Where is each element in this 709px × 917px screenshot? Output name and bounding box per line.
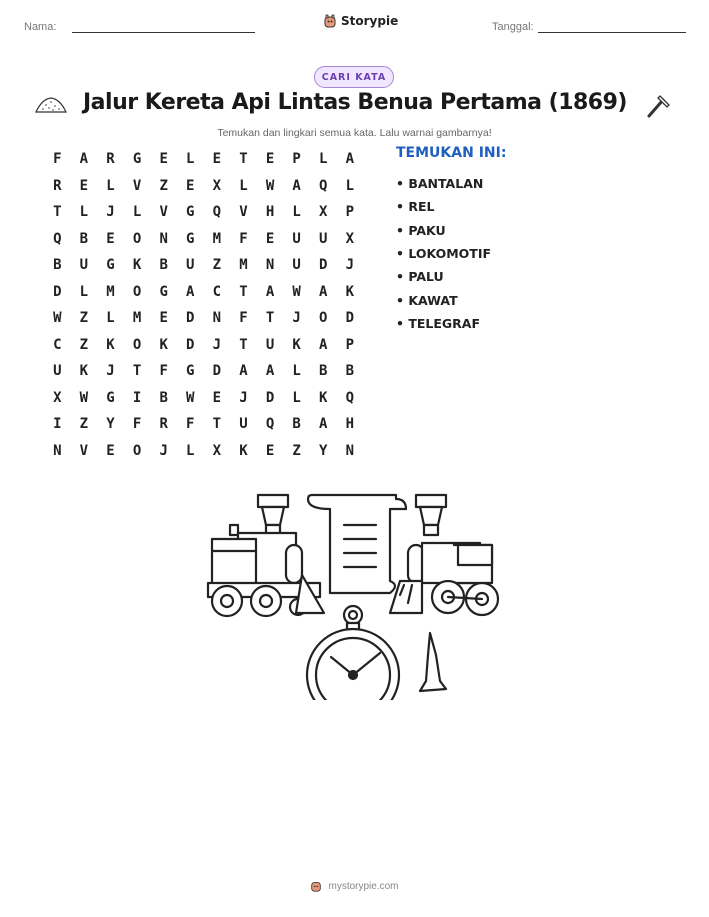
grid-letter[interactable]: E (106, 442, 115, 459)
grid-letter[interactable]: L (132, 204, 142, 221)
grid-letter[interactable]: L (239, 177, 248, 194)
grid-letter[interactable]: K (239, 442, 248, 459)
grid-letter[interactable]: D (212, 363, 222, 380)
grid-letter[interactable]: O (132, 283, 142, 300)
grid-letter[interactable]: Z (79, 416, 89, 433)
hammer-icon (645, 92, 673, 120)
grid-letter[interactable]: M (239, 257, 248, 274)
grid-letter[interactable]: I (132, 389, 142, 406)
grid-letter[interactable]: D (186, 336, 195, 353)
grid-letter[interactable]: Y (319, 442, 328, 459)
grid-letter[interactable]: K (159, 336, 168, 353)
grid-letter[interactable]: E (212, 389, 222, 406)
grid-letter[interactable]: G (186, 204, 195, 221)
grid-letter[interactable]: X (319, 204, 328, 221)
locomotive-icon (208, 495, 324, 616)
grid-letter[interactable]: E (159, 151, 168, 168)
grid-letter[interactable]: L (292, 389, 301, 406)
grid-letter[interactable]: A (319, 416, 328, 433)
grid-letter[interactable]: W (53, 310, 62, 327)
grid-letter[interactable]: T (239, 283, 248, 300)
grid-letter[interactable]: L (292, 204, 301, 221)
grid-letter[interactable]: Q (212, 204, 222, 221)
grid-letter[interactable]: T (212, 416, 222, 433)
grid-letter[interactable]: A (239, 363, 248, 380)
grid-letter[interactable]: R (106, 151, 115, 168)
grid-letter[interactable]: U (79, 257, 89, 274)
grid-letter[interactable]: L (79, 283, 89, 300)
locomotive-icon (390, 495, 498, 615)
footer (0, 880, 709, 892)
grid-letter[interactable]: X (53, 389, 62, 406)
grid-letter[interactable]: E (79, 177, 89, 194)
grid-letter[interactable]: L (186, 151, 195, 168)
grid-letter[interactable]: K (319, 389, 328, 406)
grid-letter[interactable]: E (265, 151, 275, 168)
grid-letter[interactable]: E (265, 230, 275, 247)
grid-letter[interactable]: X (212, 442, 222, 459)
grid-letter[interactable]: U (239, 416, 248, 433)
grid-letter[interactable]: F (239, 310, 248, 327)
grid-letter[interactable]: A (319, 283, 328, 300)
grid-letter[interactable]: A (292, 177, 301, 194)
grid-letter[interactable]: L (292, 363, 301, 380)
grid-letter[interactable]: L (106, 310, 115, 327)
grid-letter[interactable]: J (212, 336, 222, 353)
grid-letter[interactable]: N (265, 257, 275, 274)
grid-letter[interactable]: F (132, 416, 142, 433)
footer-url[interactable]: mystorypie.com (328, 880, 399, 892)
grid-letter[interactable]: L (106, 177, 115, 194)
grid-letter[interactable]: B (79, 230, 89, 247)
grid-letter[interactable]: G (132, 151, 142, 168)
grid-letter[interactable]: V (159, 204, 168, 221)
grid-letter[interactable]: J (106, 204, 115, 221)
grid-letter[interactable]: B (53, 257, 62, 274)
grid-letter[interactable]: X (212, 177, 222, 194)
grid-letter[interactable]: W (292, 283, 301, 300)
name-line[interactable] (72, 32, 255, 33)
storypie-mascot-icon (310, 880, 322, 892)
word-list-item: • BANTALAN (396, 176, 484, 192)
grid-letter[interactable]: Z (159, 177, 168, 194)
grid-letter[interactable]: D (53, 283, 62, 300)
brand-logo (323, 14, 398, 28)
name-label: Nama: (24, 21, 57, 33)
grid-letter[interactable]: G (159, 283, 168, 300)
coloring-illustration (200, 485, 510, 700)
grid-letter[interactable]: P (345, 336, 355, 353)
word-list-item: • TELEGRAF (396, 315, 481, 331)
grid-letter[interactable]: H (345, 416, 355, 433)
grid-letter[interactable]: Z (212, 257, 222, 274)
grid-letter[interactable]: A (345, 151, 355, 168)
word-list-item: • PAKU (396, 222, 446, 238)
grid-letter[interactable]: T (239, 151, 248, 168)
grid-letter[interactable]: V (239, 204, 248, 221)
grid-letter[interactable]: O (132, 230, 142, 247)
grid-letter[interactable]: F (239, 230, 248, 247)
grid-letter[interactable]: F (53, 151, 62, 168)
grid-letter[interactable]: T (265, 310, 275, 327)
word-list-title: TEMUKAN INI: (396, 145, 507, 161)
grid-letter[interactable]: J (159, 442, 168, 459)
grid-letter[interactable]: M (132, 310, 142, 327)
grid-letter[interactable]: D (345, 310, 355, 327)
grid-letter[interactable]: G (106, 389, 115, 406)
storypie-mascot-icon (323, 14, 337, 28)
grid-letter[interactable]: A (319, 336, 328, 353)
grid-letter[interactable]: A (186, 283, 195, 300)
scroll-icon (308, 495, 406, 593)
grid-letter[interactable]: U (292, 257, 301, 274)
grid-letter[interactable]: W (186, 389, 195, 406)
grid-letter[interactable]: X (345, 230, 355, 247)
grid-letter[interactable]: A (265, 283, 275, 300)
sand-pile-icon (34, 95, 68, 115)
grid-letter[interactable]: E (159, 310, 168, 327)
grid-letter[interactable]: P (345, 204, 355, 221)
grid-letter[interactable]: U (292, 230, 301, 247)
grid-letter[interactable]: U (53, 363, 62, 380)
date-line[interactable] (538, 32, 686, 33)
grid-letter[interactable]: B (292, 416, 301, 433)
grid-letter[interactable]: Q (345, 389, 355, 406)
grid-letter[interactable]: O (132, 442, 142, 459)
grid-letter[interactable]: Q (265, 416, 275, 433)
page-title: Jalur Kereta Api Lintas Benua Pertama (1869) (83, 90, 627, 115)
grid-letter[interactable]: M (106, 283, 115, 300)
grid-letter[interactable]: F (159, 363, 168, 380)
grid-letter[interactable]: V (132, 177, 142, 194)
brand-name: Storypie (341, 14, 399, 28)
grid-letter[interactable]: A (79, 151, 89, 168)
grid-letter[interactable]: G (106, 257, 115, 274)
instructions: Temukan dan lingkari semua kata. Lalu warnai gambarnya! (217, 127, 492, 139)
grid-letter[interactable]: P (292, 151, 301, 168)
grid-letter[interactable]: G (186, 363, 195, 380)
grid-letter[interactable]: T (239, 336, 248, 353)
grid-letter[interactable]: T (132, 363, 142, 380)
grid-letter[interactable]: G (186, 230, 195, 247)
grid-letter[interactable]: D (319, 257, 328, 274)
grid-letter[interactable]: B (345, 363, 355, 380)
grid-letter[interactable]: M (212, 230, 222, 247)
grid-letter[interactable]: B (319, 363, 328, 380)
grid-letter[interactable]: K (106, 336, 115, 353)
grid-letter[interactable]: A (265, 363, 275, 380)
grid-letter[interactable]: L (319, 151, 328, 168)
grid-letter[interactable]: I (53, 416, 62, 433)
grid-letter[interactable]: Z (292, 442, 301, 459)
grid-letter[interactable]: T (53, 204, 62, 221)
grid-letter[interactable]: U (319, 230, 328, 247)
grid-letter[interactable]: K (79, 363, 89, 380)
pocket-watch-icon (307, 606, 399, 700)
grid-letter[interactable]: L (79, 204, 89, 221)
grid-letter[interactable]: Q (53, 230, 62, 247)
grid-letter[interactable]: E (106, 230, 115, 247)
grid-letter[interactable]: Z (79, 336, 89, 353)
grid-letter[interactable]: W (79, 389, 89, 406)
grid-letter[interactable]: O (132, 336, 142, 353)
grid-letter[interactable]: D (265, 389, 275, 406)
grid-letter[interactable]: J (239, 389, 248, 406)
grid-letter[interactable]: C (212, 283, 222, 300)
grid-letter[interactable]: R (53, 177, 62, 194)
grid-letter[interactable]: L (345, 177, 355, 194)
word-list (396, 172, 491, 335)
grid-letter[interactable]: U (186, 257, 195, 274)
grid-letter[interactable]: B (159, 257, 168, 274)
grid-letter[interactable]: D (186, 310, 195, 327)
grid-letter[interactable]: B (159, 389, 168, 406)
word-list-item: • LOKOMOTIF (396, 246, 492, 262)
grid-letter[interactable]: N (345, 442, 355, 459)
grid-letter[interactable]: J (292, 310, 301, 327)
railroad-spike-icon (420, 633, 446, 691)
grid-letter[interactable]: Z (79, 310, 89, 327)
grid-letter[interactable]: J (345, 257, 355, 274)
activity-badge: CARI KATA (314, 66, 394, 88)
grid-letter[interactable]: Y (106, 416, 115, 433)
grid-letter[interactable]: K (132, 257, 142, 274)
grid-letter[interactable]: H (265, 204, 275, 221)
grid-letter[interactable]: Q (319, 177, 328, 194)
grid-letter[interactable]: C (53, 336, 62, 353)
grid-letter[interactable]: O (319, 310, 328, 327)
grid-letter[interactable]: N (212, 310, 222, 327)
grid-letter[interactable]: R (159, 416, 168, 433)
grid-letter[interactable]: J (106, 363, 115, 380)
word-search-grid (44, 146, 364, 464)
grid-letter[interactable]: L (186, 442, 195, 459)
grid-letter[interactable]: V (79, 442, 89, 459)
grid-letter[interactable]: F (186, 416, 195, 433)
grid-letter[interactable]: K (292, 336, 301, 353)
word-list-item: • REL (396, 199, 435, 215)
grid-letter[interactable]: E (212, 151, 222, 168)
grid-letter[interactable]: N (53, 442, 62, 459)
grid-letter[interactable]: E (186, 177, 195, 194)
date-label: Tanggal: (492, 21, 534, 33)
word-list-item: • KAWAT (396, 292, 458, 308)
grid-letter[interactable]: N (159, 230, 168, 247)
grid-letter[interactable]: K (345, 283, 355, 300)
word-list-item: • PALU (396, 269, 444, 285)
grid-letter[interactable]: W (265, 177, 275, 194)
grid-letter[interactable]: U (265, 336, 275, 353)
grid-letter[interactable]: E (265, 442, 275, 459)
